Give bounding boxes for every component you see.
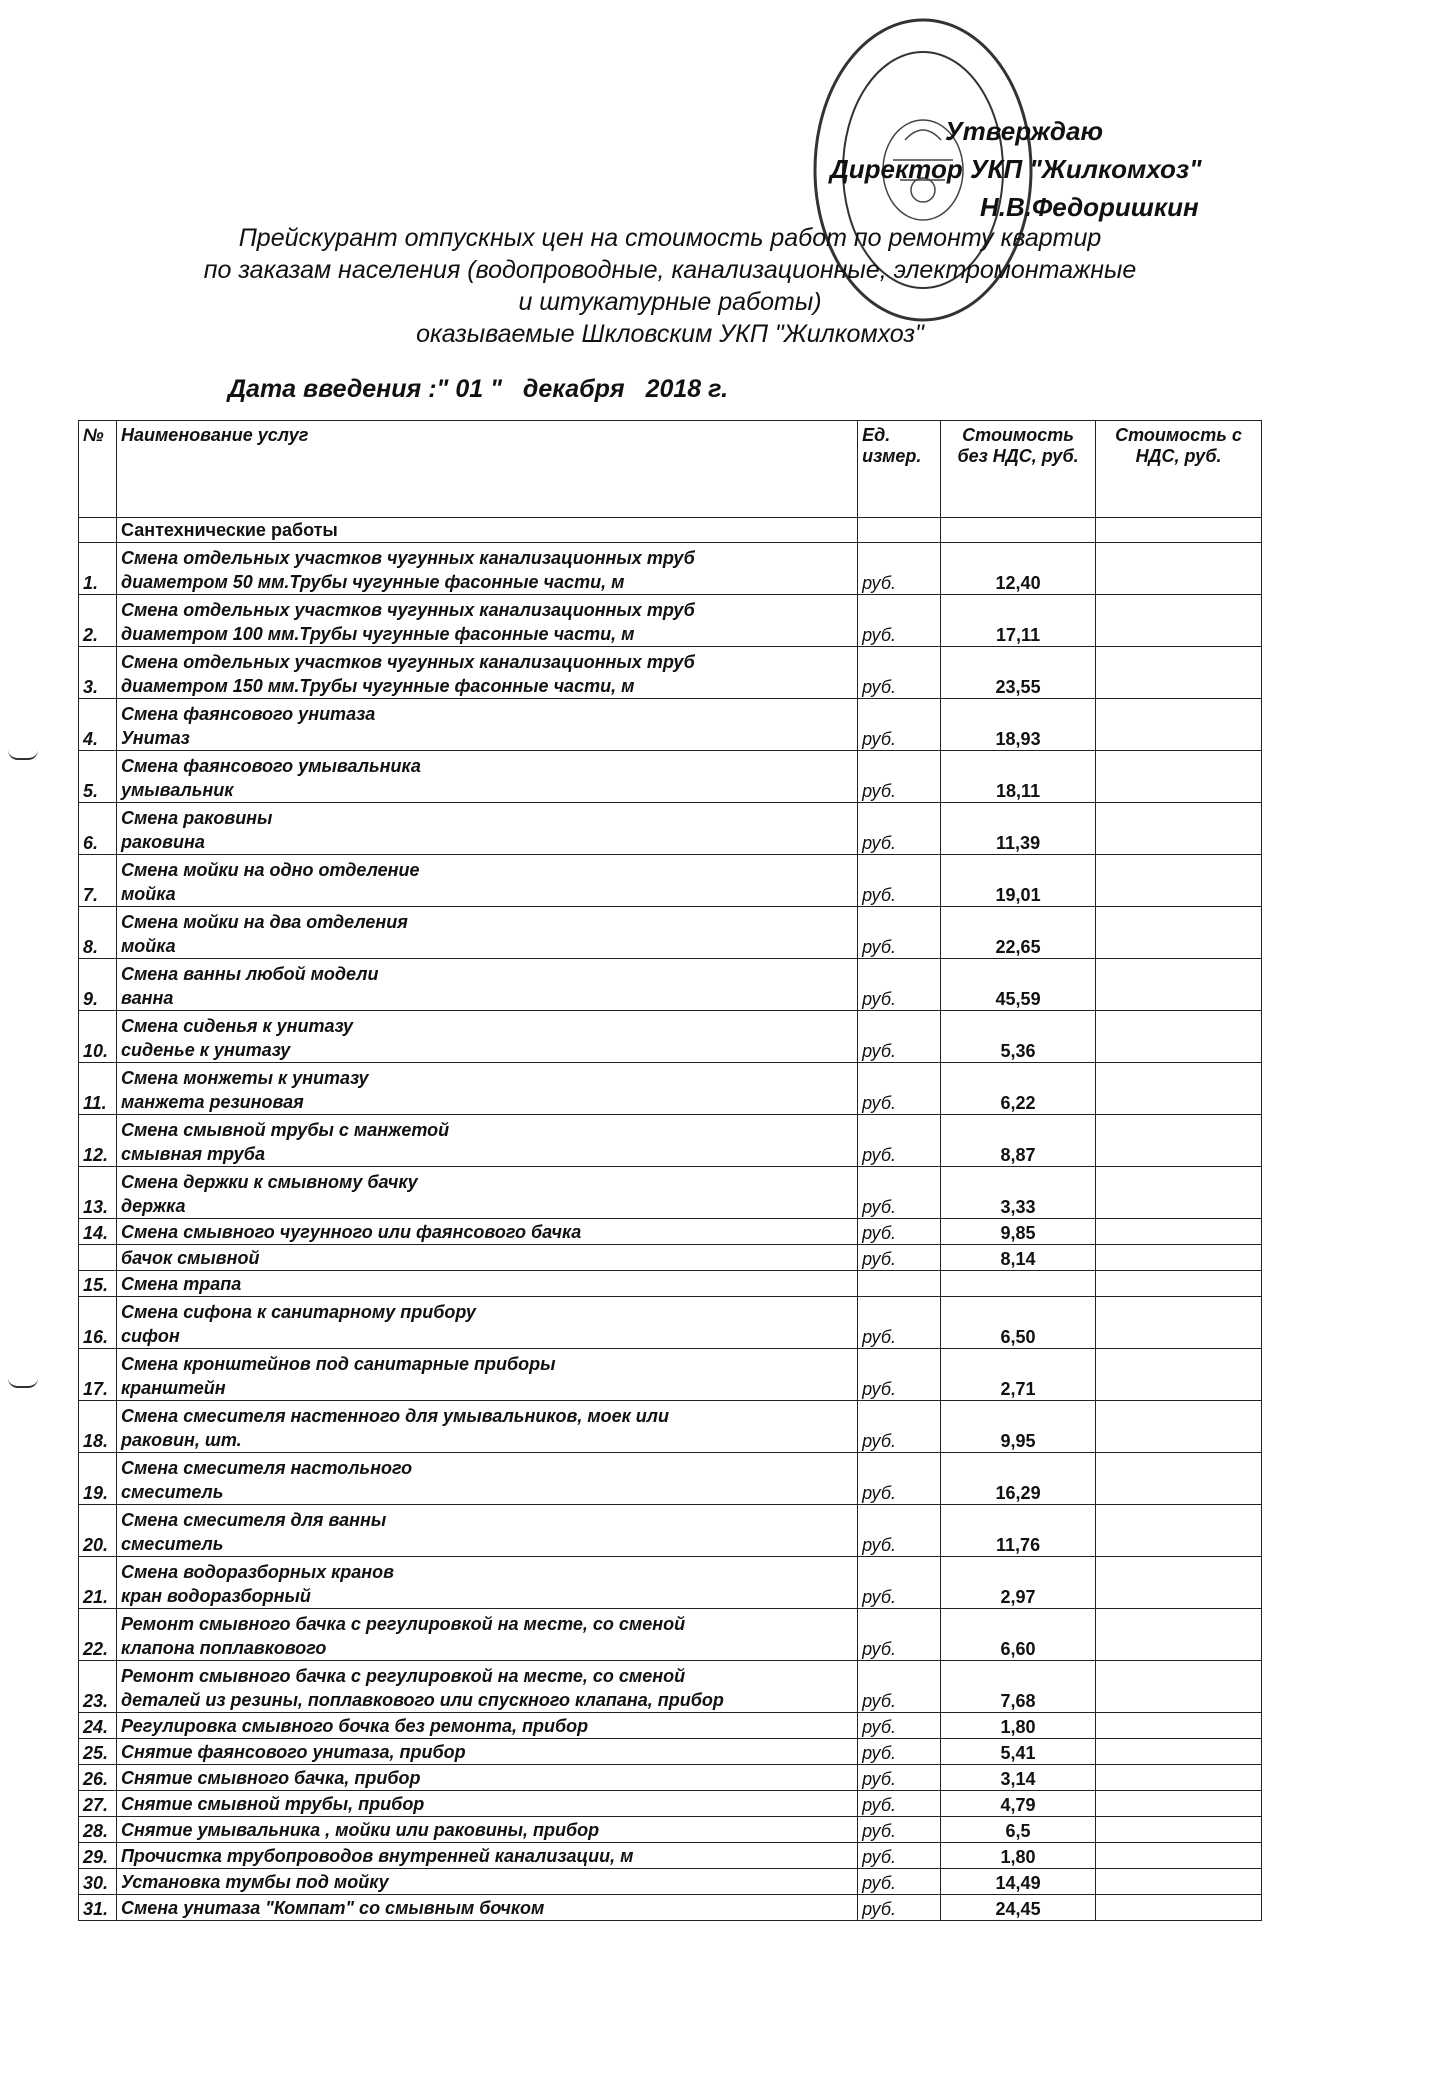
service-name-line-1: Смена водоразборных кранов xyxy=(120,1562,394,1582)
row-service-name xyxy=(116,1713,857,1739)
row-service-name xyxy=(116,1297,857,1349)
table-row xyxy=(79,595,1262,647)
row-unit: руб. xyxy=(858,1843,941,1869)
row-price-no-vat xyxy=(941,1271,1096,1297)
row-unit: руб. xyxy=(858,803,941,855)
service-name-line-1: Ремонт смывного бачка с регулировкой на месте, со сменой xyxy=(120,1666,686,1686)
row-price-vat xyxy=(1096,803,1262,855)
row-price-vat xyxy=(1096,1505,1262,1557)
row-price-no-vat: 6,50 xyxy=(941,1297,1096,1349)
table-row xyxy=(79,907,1262,959)
row-service-name xyxy=(116,855,857,907)
row-service-name xyxy=(116,595,857,647)
row-service-name xyxy=(116,1895,857,1921)
row-service-name xyxy=(116,1817,857,1843)
row-number: 10. xyxy=(79,1011,117,1063)
row-price-no-vat: 4,79 xyxy=(941,1791,1096,1817)
row-price-no-vat: 3,14 xyxy=(941,1765,1096,1791)
row-service-name xyxy=(116,1167,857,1219)
service-name-line-1: Смена ванны любой модели xyxy=(120,964,379,984)
row-price-no-vat: 9,85 xyxy=(941,1219,1096,1245)
table-row xyxy=(79,699,1262,751)
service-name-line-1: Смена держки к смывному бачку xyxy=(120,1172,418,1192)
row-number: 25. xyxy=(79,1739,117,1765)
row-price-vat xyxy=(1096,1245,1262,1271)
row-unit: руб. xyxy=(858,1115,941,1167)
service-name-line-1: Смена сиденья к унитазу xyxy=(120,1016,354,1036)
row-price-vat xyxy=(1096,699,1262,751)
margin-mark xyxy=(8,1378,38,1388)
service-name-line-1: Смена трапа xyxy=(120,1274,242,1294)
row-price-no-vat: 6,5 xyxy=(941,1817,1096,1843)
service-name-line-2: смывная труба xyxy=(120,1144,265,1164)
service-name-line-2: раковин, шт. xyxy=(120,1430,242,1450)
row-price-vat xyxy=(1096,1297,1262,1349)
table-row xyxy=(79,1063,1262,1115)
row-price-no-vat: 12,40 xyxy=(941,543,1096,595)
date-year: 2018 г. xyxy=(645,375,729,403)
row-service-name xyxy=(116,699,857,751)
row-price-no-vat: 23,55 xyxy=(941,647,1096,699)
row-unit: руб. xyxy=(858,1895,941,1921)
service-name-line-1: Регулировка смывного бочка без ремонта, прибор xyxy=(120,1716,589,1736)
table-body xyxy=(79,518,1262,1921)
row-price-vat xyxy=(1096,1349,1262,1401)
service-name-line-1: Снятие смывной трубы, прибор xyxy=(120,1794,425,1814)
row-number: 19. xyxy=(79,1453,117,1505)
row-price-vat xyxy=(1096,543,1262,595)
row-number: 16. xyxy=(79,1297,117,1349)
row-price-vat xyxy=(1096,751,1262,803)
service-name-line-1: Установка тумбы под мойку xyxy=(120,1872,389,1892)
service-name-line-1: Смена смесителя настольного xyxy=(120,1458,413,1478)
table-row xyxy=(79,1609,1262,1661)
row-number: 20. xyxy=(79,1505,117,1557)
title-line-3: и штукатурные работы) xyxy=(518,288,822,316)
table-row xyxy=(79,1895,1262,1921)
table-row xyxy=(79,1167,1262,1219)
row-service-name xyxy=(116,647,857,699)
row-number: 29. xyxy=(79,1843,117,1869)
service-name-line-2: держка xyxy=(120,1196,186,1216)
effective-date xyxy=(228,375,742,404)
row-price-vat xyxy=(1096,1895,1262,1921)
row-number: 24. xyxy=(79,1713,117,1739)
row-price-vat xyxy=(1096,647,1262,699)
table-row xyxy=(79,1453,1262,1505)
service-name-line-1: Смена смывной трубы с манжетой xyxy=(120,1120,450,1140)
row-number: 23. xyxy=(79,1661,117,1713)
row-price-no-vat: 18,93 xyxy=(941,699,1096,751)
service-name-line-1: Смена отдельных участков чугунных канализационных труб xyxy=(120,652,695,672)
row-unit: руб. xyxy=(858,699,941,751)
row-unit: руб. xyxy=(858,1817,941,1843)
row-price-vat xyxy=(1096,907,1262,959)
service-name-line-2: кранштейн xyxy=(120,1378,226,1398)
service-name-line-2: сиденье к унитазу xyxy=(120,1040,291,1060)
row-price-no-vat: 14,49 xyxy=(941,1869,1096,1895)
service-name-line-2: диаметром 100 мм.Трубы чугунные фасонные части, м xyxy=(120,624,635,644)
row-number: 14. xyxy=(79,1219,117,1245)
service-name-line-2: деталей из резины, поплавкового или спускного клапана, прибор xyxy=(120,1690,724,1710)
row-price-no-vat: 8,87 xyxy=(941,1115,1096,1167)
service-name-line-1: Смена мойки на одно отделение xyxy=(120,860,420,880)
row-number: 5. xyxy=(79,751,117,803)
row-service-name xyxy=(116,803,857,855)
row-number: 21. xyxy=(79,1557,117,1609)
date-label: Дата введения :" 01 " xyxy=(228,375,502,403)
row-service-name xyxy=(116,1219,857,1245)
row-price-no-vat: 22,65 xyxy=(941,907,1096,959)
service-name-line-1: бачок смывной xyxy=(120,1248,260,1268)
row-number: 28. xyxy=(79,1817,117,1843)
row-price-vat xyxy=(1096,1661,1262,1713)
row-unit: руб. xyxy=(858,1245,941,1271)
row-service-name xyxy=(116,1245,857,1271)
table-row xyxy=(79,1349,1262,1401)
service-name-line-2: умывальник xyxy=(120,780,234,800)
row-unit: руб. xyxy=(858,1167,941,1219)
row-price-no-vat: 18,11 xyxy=(941,751,1096,803)
header-price-vat: Стоимость с НДС, руб. xyxy=(1096,421,1262,518)
service-name-line-2: смеситель xyxy=(120,1482,224,1502)
service-name-line-1: Смена смесителя настенного для умывальников, моек или xyxy=(120,1406,669,1426)
service-name-line-2: манжета резиновая xyxy=(120,1092,304,1112)
table-row xyxy=(79,1791,1262,1817)
service-name-line-1: Смена отдельных участков чугунных канализационных труб xyxy=(120,548,695,568)
row-service-name xyxy=(116,1063,857,1115)
row-price-vat xyxy=(1096,1271,1262,1297)
row-number: 8. xyxy=(79,907,117,959)
row-price-no-vat: 5,41 xyxy=(941,1739,1096,1765)
table-row xyxy=(79,1817,1262,1843)
row-price-no-vat: 1,80 xyxy=(941,1713,1096,1739)
row-price-vat xyxy=(1096,1817,1262,1843)
row-unit: руб. xyxy=(858,751,941,803)
row-number: 2. xyxy=(79,595,117,647)
service-name-line-1: Снятие фаянсового унитаза, прибор xyxy=(120,1742,466,1762)
approval-signatory: Н.В.Федоришкин xyxy=(980,192,1199,222)
row-price-vat xyxy=(1096,1011,1262,1063)
service-name-line-2: раковина xyxy=(120,832,205,852)
row-price-no-vat: 24,45 xyxy=(941,1895,1096,1921)
row-price-no-vat: 19,01 xyxy=(941,855,1096,907)
row-price-vat xyxy=(1096,1739,1262,1765)
document-title xyxy=(140,222,1200,350)
row-price-no-vat: 1,80 xyxy=(941,1843,1096,1869)
row-service-name xyxy=(116,1869,857,1895)
service-name-line-1: Смена отдельных участков чугунных канализационных труб xyxy=(120,600,695,620)
row-service-name xyxy=(116,1011,857,1063)
row-service-name xyxy=(116,1661,857,1713)
row-price-vat xyxy=(1096,959,1262,1011)
row-service-name xyxy=(116,1401,857,1453)
row-number: 26. xyxy=(79,1765,117,1791)
approval-block xyxy=(800,112,1260,226)
row-unit: руб. xyxy=(858,543,941,595)
row-unit: руб. xyxy=(858,1765,941,1791)
row-price-vat xyxy=(1096,855,1262,907)
service-name-line-1: Смена монжеты к унитазу xyxy=(120,1068,369,1088)
table-row xyxy=(79,1011,1262,1063)
row-service-name xyxy=(116,1765,857,1791)
row-service-name xyxy=(116,959,857,1011)
row-price-no-vat: 5,36 xyxy=(941,1011,1096,1063)
row-unit: руб. xyxy=(858,1869,941,1895)
row-service-name xyxy=(116,543,857,595)
section-row xyxy=(79,518,1262,543)
row-number: 17. xyxy=(79,1349,117,1401)
row-price-no-vat: 8,14 xyxy=(941,1245,1096,1271)
table-header-row xyxy=(79,421,1262,518)
service-name-line-2: мойка xyxy=(120,936,176,956)
row-unit: руб. xyxy=(858,1453,941,1505)
row-service-name xyxy=(116,1115,857,1167)
row-price-vat xyxy=(1096,1557,1262,1609)
row-service-name xyxy=(116,1271,857,1297)
table-row xyxy=(79,855,1262,907)
row-number xyxy=(79,1245,117,1271)
row-service-name xyxy=(116,1557,857,1609)
service-name-line-2: диаметром 150 мм.Трубы чугунные фасонные части, м xyxy=(120,676,635,696)
row-number: 7. xyxy=(79,855,117,907)
table-row xyxy=(79,1297,1262,1349)
header-name: Наименование услуг xyxy=(116,421,857,518)
approval-title: Утверждаю xyxy=(945,116,1103,146)
row-number: 12. xyxy=(79,1115,117,1167)
row-unit: руб. xyxy=(858,907,941,959)
row-unit: руб. xyxy=(858,1011,941,1063)
row-price-vat xyxy=(1096,1401,1262,1453)
service-name-line-2: смеситель xyxy=(120,1534,224,1554)
price-table xyxy=(78,420,1262,1921)
row-number: 11. xyxy=(79,1063,117,1115)
row-price-no-vat: 11,39 xyxy=(941,803,1096,855)
service-name-line-1: Смена фаянсового унитаза xyxy=(120,704,376,724)
row-service-name xyxy=(116,1843,857,1869)
table-row xyxy=(79,1271,1262,1297)
row-price-vat xyxy=(1096,1167,1262,1219)
row-unit: руб. xyxy=(858,647,941,699)
service-name-line-2: кран водоразборный xyxy=(120,1586,311,1606)
row-price-no-vat: 17,11 xyxy=(941,595,1096,647)
table-row xyxy=(79,1219,1262,1245)
row-unit: руб. xyxy=(858,959,941,1011)
row-number: 6. xyxy=(79,803,117,855)
approval-position: Директор УКП "Жилкомхоз" xyxy=(830,154,1202,184)
title-line-2: по заказам населения (водопроводные, канализационные, электромонтажные xyxy=(203,256,1137,284)
service-name-line-2: Унитаз xyxy=(120,728,190,748)
service-name-line-1: Смена унитаза "Компат" со смывным бочком xyxy=(120,1898,545,1918)
service-name-line-1: Снятие смывного бачка, прибор xyxy=(120,1768,421,1788)
table-row xyxy=(79,1505,1262,1557)
row-price-vat xyxy=(1096,1843,1262,1869)
service-name-line-1: Смена кронштейнов под санитарные приборы xyxy=(120,1354,556,1374)
row-price-vat xyxy=(1096,1765,1262,1791)
row-price-no-vat: 16,29 xyxy=(941,1453,1096,1505)
row-price-no-vat: 3,33 xyxy=(941,1167,1096,1219)
table-row xyxy=(79,1115,1262,1167)
table-row xyxy=(79,751,1262,803)
row-price-no-vat: 45,59 xyxy=(941,959,1096,1011)
row-price-no-vat: 2,71 xyxy=(941,1349,1096,1401)
row-service-name xyxy=(116,1791,857,1817)
service-name-line-1: Снятие умывальника , мойки или раковины, прибор xyxy=(120,1820,600,1840)
row-price-no-vat: 7,68 xyxy=(941,1661,1096,1713)
row-price-vat xyxy=(1096,1219,1262,1245)
row-number: 22. xyxy=(79,1609,117,1661)
header-num: № xyxy=(79,421,117,518)
row-price-vat xyxy=(1096,1609,1262,1661)
row-service-name xyxy=(116,907,857,959)
row-price-no-vat: 9,95 xyxy=(941,1401,1096,1453)
row-price-vat xyxy=(1096,1453,1262,1505)
row-unit: руб. xyxy=(858,1063,941,1115)
table-row xyxy=(79,803,1262,855)
table-row xyxy=(79,1869,1262,1895)
row-unit: руб. xyxy=(858,855,941,907)
service-name-line-2: диаметром 50 мм.Трубы чугунные фасонные части, м xyxy=(120,572,625,592)
row-price-no-vat: 11,76 xyxy=(941,1505,1096,1557)
row-price-vat xyxy=(1096,595,1262,647)
row-number: 1. xyxy=(79,543,117,595)
row-service-name xyxy=(116,1453,857,1505)
row-service-name xyxy=(116,751,857,803)
service-name-line-2: сифон xyxy=(120,1326,180,1346)
row-price-vat xyxy=(1096,1063,1262,1115)
service-name-line-1: Смена мойки на два отделения xyxy=(120,912,408,932)
row-number: 27. xyxy=(79,1791,117,1817)
service-name-line-1: Ремонт смывного бачка с регулировкой на месте, со сменой xyxy=(120,1614,686,1634)
row-unit: руб. xyxy=(858,1791,941,1817)
row-number: 4. xyxy=(79,699,117,751)
row-unit: руб. xyxy=(858,1713,941,1739)
service-name-line-1: Смена фаянсового умывальника xyxy=(120,756,421,776)
service-name-line-1: Смена сифона к санитарному прибору xyxy=(120,1302,476,1322)
row-price-vat xyxy=(1096,1115,1262,1167)
row-price-vat xyxy=(1096,1869,1262,1895)
row-unit: руб. xyxy=(858,595,941,647)
table-row xyxy=(79,1557,1262,1609)
title-line-1: Прейскурант отпускных цен на стоимость работ по ремонту квартир xyxy=(238,224,1102,252)
row-unit: руб. xyxy=(858,1219,941,1245)
table-row xyxy=(79,959,1262,1011)
service-name-line-1: Смена раковины xyxy=(120,808,273,828)
row-number: 15. xyxy=(79,1271,117,1297)
table-row xyxy=(79,1401,1262,1453)
row-service-name xyxy=(116,1609,857,1661)
margin-mark xyxy=(8,750,38,760)
row-price-no-vat: 6,60 xyxy=(941,1609,1096,1661)
row-unit: руб. xyxy=(858,1505,941,1557)
service-name-line-2: мойка xyxy=(120,884,176,904)
row-number: 31. xyxy=(79,1895,117,1921)
service-name-line-1: Прочистка трубопроводов внутренней канализации, м xyxy=(120,1846,634,1866)
section-title: Сантехнические работы xyxy=(116,518,857,543)
row-unit: руб. xyxy=(858,1557,941,1609)
row-service-name xyxy=(116,1349,857,1401)
row-unit: руб. xyxy=(858,1739,941,1765)
row-service-name xyxy=(116,1739,857,1765)
service-name-line-2: ванна xyxy=(120,988,174,1008)
row-unit: руб. xyxy=(858,1661,941,1713)
row-service-name xyxy=(116,1505,857,1557)
row-price-vat xyxy=(1096,1713,1262,1739)
table-row xyxy=(79,1739,1262,1765)
table-row xyxy=(79,1843,1262,1869)
date-month: декабря xyxy=(522,375,625,403)
service-name-line-2: клапона поплавкового xyxy=(120,1638,327,1658)
row-price-no-vat: 2,97 xyxy=(941,1557,1096,1609)
row-price-vat xyxy=(1096,1791,1262,1817)
table-row xyxy=(79,1713,1262,1739)
title-line-4: оказываемые Шкловским УКП "Жилкомхоз" xyxy=(416,320,924,348)
table-row xyxy=(79,1661,1262,1713)
row-number: 9. xyxy=(79,959,117,1011)
service-name-line-1: Смена смывного чугунного или фаянсового бачка xyxy=(120,1222,582,1242)
row-unit: руб. xyxy=(858,1401,941,1453)
row-unit: руб. xyxy=(858,1349,941,1401)
table-row xyxy=(79,647,1262,699)
table-row xyxy=(79,1765,1262,1791)
row-number: 30. xyxy=(79,1869,117,1895)
service-name-line-1: Смена смесителя для ванны xyxy=(120,1510,387,1530)
row-number: 18. xyxy=(79,1401,117,1453)
row-unit: руб. xyxy=(858,1297,941,1349)
row-unit xyxy=(858,1271,941,1297)
table-row xyxy=(79,1245,1262,1271)
row-number: 13. xyxy=(79,1167,117,1219)
row-unit: руб. xyxy=(858,1609,941,1661)
header-unit: Ед. измер. xyxy=(858,421,941,518)
header-price-no-vat: Стоимость без НДС, руб. xyxy=(941,421,1096,518)
row-number: 3. xyxy=(79,647,117,699)
table-row xyxy=(79,543,1262,595)
row-price-no-vat: 6,22 xyxy=(941,1063,1096,1115)
